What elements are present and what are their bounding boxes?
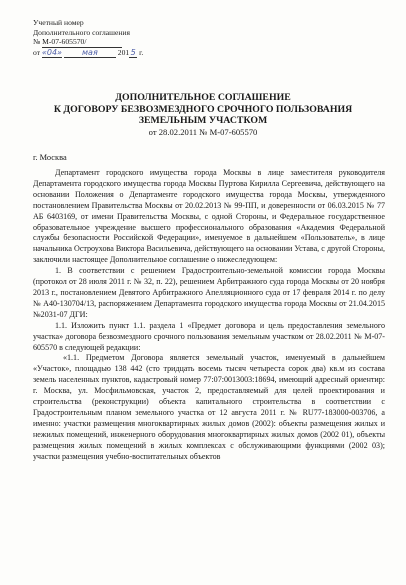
paragraph-subject-text: «1.1. Предметом Договора является земельный участок, именуемый в дальнейшем «Участок», площадью 138 442 (сто тридцать восемь тысяч четыреста сорок два) кв.м из состава земель населенных пунктов, кадастровый номер 77:07:0013003:18694, имеющий адресный ориентир: г. Москва, ул. Мосфильмовская, участок 2, предоставляемый для целей проектирования и строительства (реконструкции) объекта капитального строительства в соответствии с Градостроительным планом земельного участка от 12 августа 2011 г. № RU77-183000-003706, а именно: участки размещения многоквартирных жилых домов (2002): объекты размещения жилых и нежилых помещений, инженерного оборудования многоквартирных жилых домов (2002 01), объекты размещения жилых помещений в жилых комплексах с обслуживающими функциями (2002 03); участки размещения учебно-воспитательных объектов	[33, 353, 385, 461]
paragraph-clause-1: 1. В соответствии с решением Градостроительно-земельной комиссии города Москвы (протокол от 28 июля 2011 г. № 32, п. 22), решением Арбитражного суда города Москвы от 20 ноября 2013 г., постановлением Девятого Арбитражного Апелляционного суда от 17 февраля 2014 г. по делу № А40-130704/13, распоряжением Департамента городского имущества города Москвы от 21.04.2015 №2031-07 ДГИ:	[33, 266, 385, 319]
document-body	[33, 168, 385, 462]
title-line-1: ДОПОЛНИТЕЛЬНОЕ СОГЛАШЕНИЕ	[115, 92, 291, 103]
registration-date-prefix: от	[33, 47, 41, 57]
registration-year-digit: 5	[130, 47, 136, 57]
document-title	[0, 92, 406, 138]
registration-date-line	[33, 48, 143, 59]
registration-number-line	[33, 37, 143, 48]
title-line-3: ЗЕМЕЛЬНЫМ УЧАСТКОМ	[138, 115, 268, 127]
city-label: г. Москва	[33, 153, 67, 162]
registration-year-suffix: г.	[139, 47, 144, 57]
registration-month: мая	[64, 48, 116, 59]
registration-doc-label: Дополнительного соглашения	[33, 27, 130, 37]
registration-number: М-07-605570/	[42, 37, 122, 48]
registration-label: Учетный номер	[33, 18, 84, 27]
registration-number-sign: №	[33, 37, 41, 47]
title-date-line: от 28.02.2011 № М-07-605570	[148, 126, 258, 137]
registration-year-prefix: 201	[117, 47, 130, 57]
title-line-2: К ДОГОВОРУ БЕЗВОЗМЕЗДНОГО СРОЧНОГО ПОЛЬЗОВАНИЯ	[53, 103, 353, 115]
registration-day: «04»	[41, 47, 62, 57]
paragraph-parties: Департамент городского имущества города Москвы в лице заместителя руководителя Департамента городского имущества города Москвы Пуртова Кирилла Сергеевича, действующего на основании Положения о Департаменте городского имущества города Москвы, утвержденного постановлением Правительства Москвы от 20.02.2013 № 99-ПП, и доверенности от 06.03.2015 № 77 АБ 6403169, от имени Правительства Москвы, с одной Стороны, и Федеральное государственное образовательное учреждение высшего профессионального образования «Академия Федеральной службы безопасности Российской Федерации», именуемое в дальнейшем «Пользователь», в лице начальника Остроухова Виктора Васильевича, действующего на основании Устава, с другой Стороны, заключили настоящее Дополнительное соглашение о нижеследующем:	[33, 168, 385, 265]
paragraph-clause-1-1: 1.1. Изложить пункт 1.1. раздела 1 «Предмет договора и цель предоставления земельного участка» договора безвозмездного срочного пользования земельным участком от 28.02.2011 № М-07-605570 в следующей редакции:	[33, 320, 385, 352]
registration-block	[33, 18, 143, 58]
